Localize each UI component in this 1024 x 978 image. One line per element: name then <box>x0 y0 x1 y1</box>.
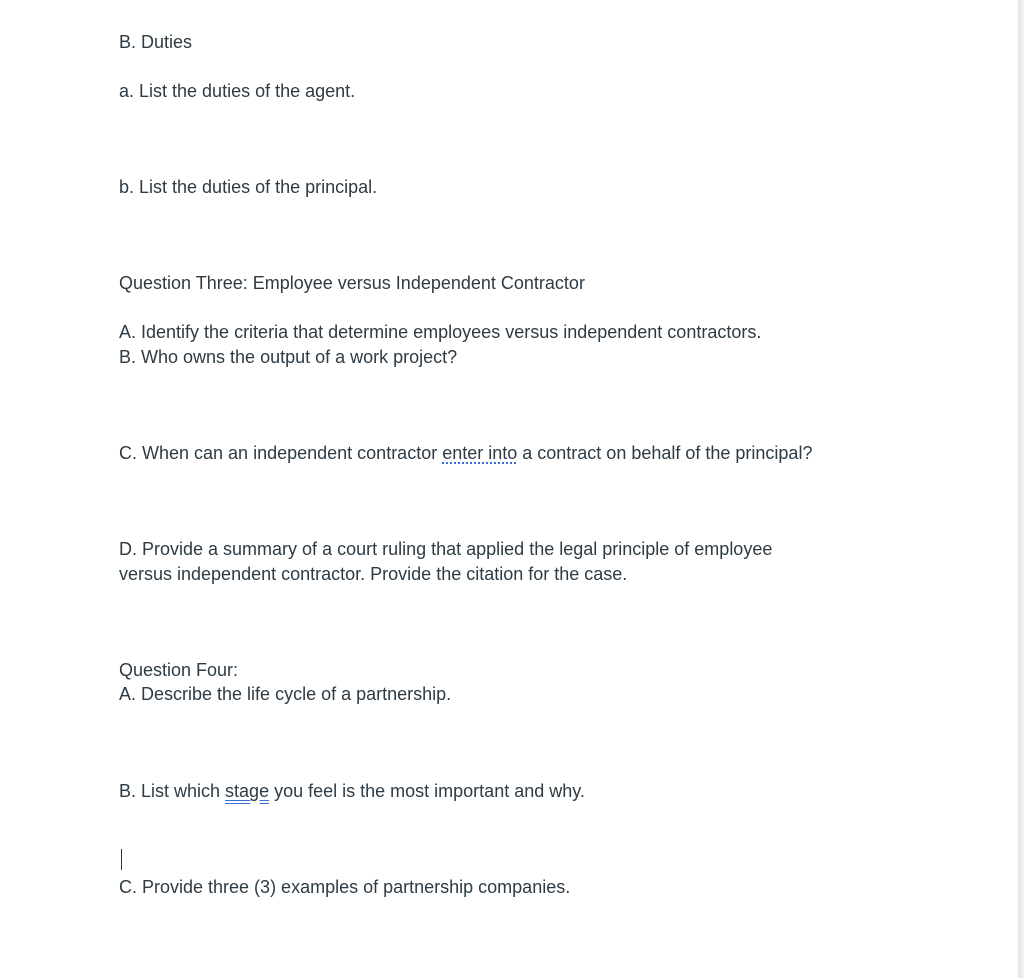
question-three-item-c <box>119 441 812 466</box>
question-three-item-c-start: C. When can an independent contractor <box>119 443 443 463</box>
spellcheck-marked-phrase[interactable]: enter into <box>442 443 518 463</box>
question-three-item-d-line2: versus independent contractor. Provide the citation for the case. <box>119 564 628 584</box>
question-four-item-b <box>119 779 585 804</box>
question-three-item-a: A. Identify the criteria that determine employees versus independent contractors. <box>119 322 762 342</box>
section-b-item-a: a. List the duties of the agent. <box>119 81 356 101</box>
question-three-item-c-end: a contract on behalf of the principal? <box>517 443 813 463</box>
question-three-item-d-line1: D. Provide a summary of a court ruling that applied the legal principle of employee <box>119 539 773 559</box>
question-four-item-c: C. Provide three (3) examples of partnership companies. <box>119 877 571 897</box>
section-b-heading: B. Duties <box>119 32 193 52</box>
question-three-item-b: B. Who owns the output of a work project? <box>119 347 458 367</box>
question-four-item-b-start: B. List which <box>119 781 226 801</box>
question-four-item-a: A. Describe the life cycle of a partnership. <box>119 684 452 704</box>
grammar-marked-word[interactable]: stage <box>225 781 270 801</box>
question-four-item-b-end: you feel is the most important and why. <box>269 781 585 801</box>
question-four-heading: Question Four: <box>119 660 239 680</box>
text-cursor <box>121 849 122 870</box>
page-edge-divider <box>1018 0 1024 978</box>
question-three-heading: Question Three: Employee versus Independent Contractor <box>119 273 585 293</box>
section-b-item-b: b. List the duties of the principal. <box>119 177 378 197</box>
